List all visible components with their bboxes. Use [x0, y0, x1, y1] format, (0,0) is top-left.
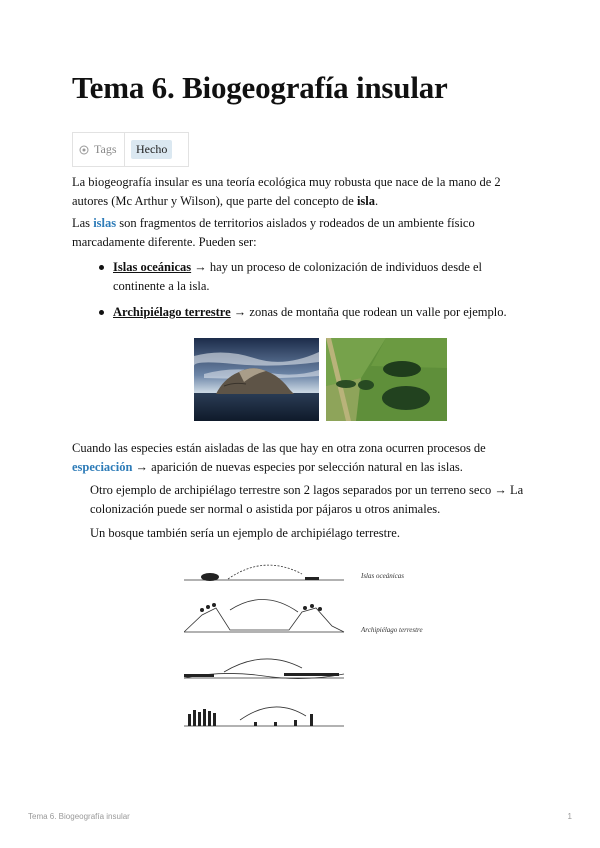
highlight-term: islas — [93, 216, 117, 230]
bullet-text: → zonas de montaña que rodean un valle por ejemplo. — [230, 305, 507, 319]
list-item — [95, 303, 525, 322]
paragraph-intro — [72, 173, 532, 211]
paragraph-text: son fragmentos de territorios aislados y rodeados de un ambiente físico marcadamente diferente. Pueden ser: — [72, 216, 475, 249]
paragraph-forest: Un bosque también sería un ejemplo de archipiélago terrestre. — [90, 526, 400, 540]
tags-label: Tags — [94, 142, 117, 156]
list-item — [95, 258, 525, 296]
highlight-term: especiación — [72, 460, 133, 474]
tags-property-key — [73, 133, 125, 166]
tag-badge[interactable]: Hecho — [131, 140, 172, 159]
bullet-text: → hay un proceso de colonización de individuos desde el continente a la isla. — [113, 260, 483, 293]
bold-term: isla — [356, 194, 376, 208]
paragraph-lakes: Otro ejemplo de archipiélago terrestre son 2 lagos separados por un terreno seco → La colonización puede ser normal o asistida por pájaros u otros animales. — [90, 483, 524, 516]
paragraph-speciation — [72, 439, 532, 477]
diagram-label-terrestrial: Archipiélago terrestre — [361, 626, 423, 634]
footer-title: Tema 6. Biogeografía insular — [28, 812, 130, 821]
forest-fragments-photo — [326, 338, 447, 421]
paragraph-text: Cuando las especies están aisladas de las que hay en otra zona ocurren procesos de — [72, 441, 486, 455]
bullet-term: Archipiélago terrestre — [113, 305, 231, 319]
bullet-term: Islas oceánicas — [113, 260, 192, 274]
bullet-list — [95, 258, 525, 329]
paragraph-islands — [72, 214, 532, 252]
paragraph-text: La biogeografía insular es una teoría ecológica muy robusta que nace de la mano de 2 autores (Mc Arthur y Wilson), que parte del concepto de — [72, 175, 501, 208]
island-photo — [194, 338, 319, 421]
colonization-diagram — [184, 560, 424, 730]
paragraph-text: . — [375, 194, 379, 208]
page-title: Tema 6. Biogeografía insular — [72, 70, 448, 105]
properties-table — [72, 132, 189, 167]
page-number: 1 — [567, 812, 572, 821]
paragraph-text: → aparición de nuevas especies por selección natural en las islas. — [132, 460, 463, 474]
paragraph-text: Las — [72, 216, 94, 230]
diagram-label-oceanic: Islas oceánicas — [361, 572, 404, 580]
tags-icon — [79, 145, 89, 155]
tags-property-value[interactable] — [125, 140, 172, 159]
